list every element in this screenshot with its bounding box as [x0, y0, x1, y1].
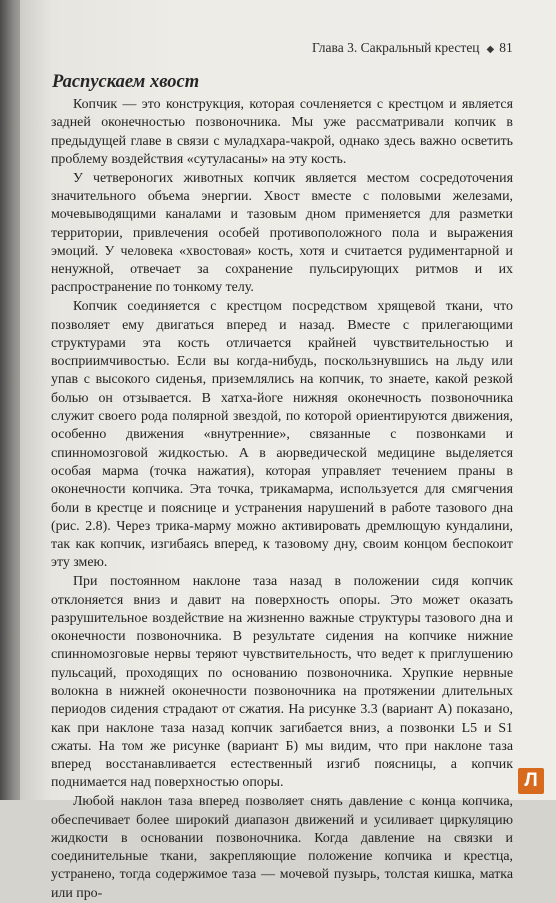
paragraph: У четвероногих животных копчик является местом сосредоточения значительного объема энергии. Хвост вместе с половыми железами, мочевыводящими каналами и тазовым дном применяется для разметки территории, привлечения особей противоположного пола и выражения эмоций. У человека «хвостовая» кость, хотя и считается рудиментарной и ненужной, отвечает за сохранение пульсирующих ритмов и их распространение по тонкому телу.	[51, 170, 513, 296]
section-title: Распускаем хвост	[52, 72, 200, 92]
chapter-title: Глава 3. Сакральный крестец	[312, 40, 480, 55]
publisher-logo-icon: Л	[518, 768, 544, 794]
paragraph: Копчик — это конструкция, которая сочленяется с крестцом и является задней оконечностью позвоночника. Мы уже рассматривали копчик в предыдущей главе в связи с муладхара-чакрой, однако здесь важно осветить проблему воздействия «сутуласаны» на эту кость.	[51, 97, 513, 167]
paragraph: Копчик соединяется с крестцом посредством хрящевой ткани, что позволяет ему двигаться вперед и назад. Вместе с прилегающими структурами эта кость отличается крайней чувствительностью и восприимчивостью. Если вы когда-нибудь, поскользнувшись на льду или упав с высокого сиденья, приземлялись на копчик, то знаете, какой резкой болью он отзывается. В хатха-йоге нижняя оконечность позвоночника служит своего рода полярной звездой, по которой ориентируются движения, особенно движения «внутренние», связанные с позвонками и спинномозговой жидкостью. А в аюрведической медицине выделяется особая марма (точка нажатия), которая управляет течением праны в оконечности копчика. Эта точка, трикамарма, используется для смягчения боли в крестце и пояснице и устранения нарушений в работе тазового дна (рис. 2.8). Через трика-марму можно активировать дремлющую кундалини, так как копчик, изгибаясь вперед, к тазовому дну, своим концом беспокоит эту змею.	[51, 299, 513, 571]
diamond-separator-icon: ◆	[486, 44, 495, 55]
running-header	[312, 40, 513, 56]
paragraph: При постоянном наклоне таза назад в положении сидя копчик отклоняется вниз и давит на поверхность опоры. Это может оказать разрушительное воздействие на жизненно важные структуры тазового дна и оконечности позвоночника. В результате сидения на копчике нижние спинномозговые нервы теряют чувствительность, что ведет к приглушению пульсаций, проходящих по основанию позвоночника. Хрупкие нервные волокна в нижней оконечности позвоночника на протяжении длительных периодов сидения страдают от сжатия. На рисунке 3.3 (вариант А) показано, как при наклоне таза назад копчик загибается вниз, а позвонки L5 и S1 сжаты. На том же рисунке (вариант Б) мы видим, что при наклоне таза вперед восстанавливается естественный изгиб поясницы, а копчик поднимается над поверхностью опоры.	[51, 574, 513, 791]
body-text	[51, 96, 513, 903]
paragraph: Любой наклон таза вперед позволяет снять давление с конца копчика, обеспечивает более широкий диапазон движений и усиливает циркуляцию жидкости в основании позвоночника. Когда давление на связки и соединительные ткани, закрепляющие положение копчика и крестца, устранено, тогда содержимое таза — мочевой пузырь, толстая кишка, матка или про-	[51, 794, 513, 901]
page-number: 81	[499, 40, 513, 55]
book-page	[20, 0, 556, 901]
